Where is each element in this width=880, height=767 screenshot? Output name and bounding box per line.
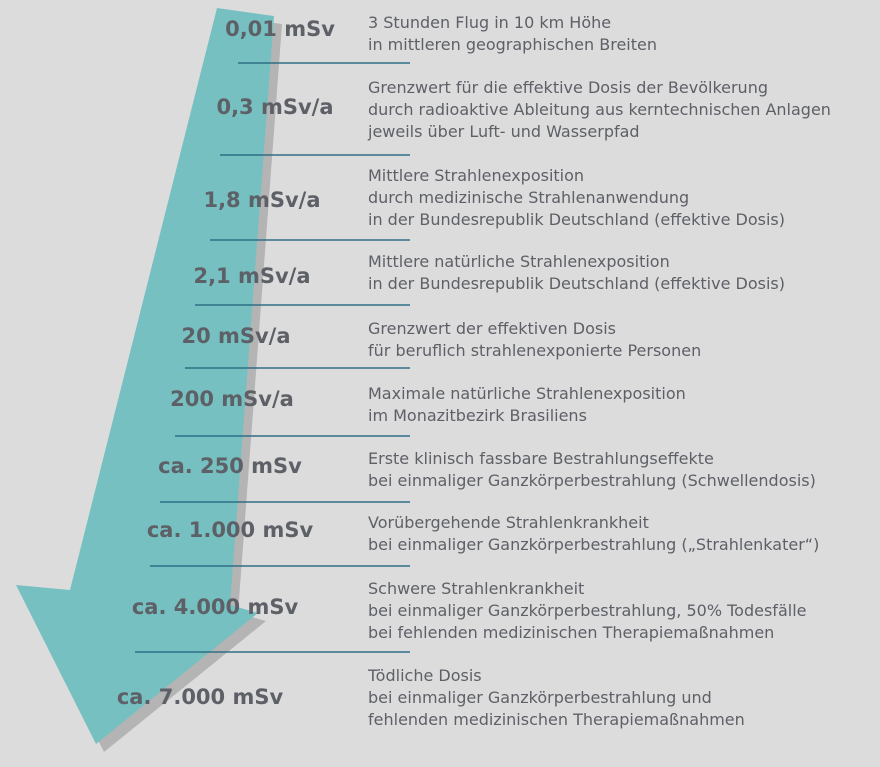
description-line: Mittlere natürliche Strahlenexposition (368, 252, 670, 271)
dose-description (368, 165, 873, 231)
description-line: Mittlere Strahlenexposition (368, 166, 585, 185)
description-line: bei einmaliger Ganzkörperbestrahlung und (368, 688, 712, 707)
dose-value: ca. 7.000 mSv (116, 685, 284, 709)
description-line: durch radioaktive Ableitung aus kerntechnischen Anlagen (368, 100, 831, 119)
dose-description (368, 383, 873, 427)
dose-description (368, 448, 873, 492)
dose-description (368, 251, 873, 295)
description-line: bei fehlenden medizinischen Therapiemaßnahmen (368, 623, 775, 642)
dose-value: ca. 4.000 mSv (131, 595, 299, 619)
description-line: jeweils über Luft- und Wasserpfad (368, 122, 640, 141)
description-line: in der Bundesrepublik Deutschland (effektive Dosis) (368, 274, 785, 293)
dose-value: 1,8 mSv/a (203, 188, 321, 212)
description-line: Schwere Strahlenkrankheit (368, 579, 585, 598)
description-line: für beruflich strahlenexponierte Personen (368, 341, 702, 360)
dose-value: ca. 250 mSv (158, 454, 302, 478)
dose-description (368, 12, 873, 56)
dose-description (368, 578, 873, 644)
description-line: Grenzwert der effektiven Dosis (368, 319, 616, 338)
description-line: Vorübergehende Strahlenkrankheit (368, 513, 649, 532)
dose-value: 200 mSv/a (170, 387, 294, 411)
dose-value: 0,3 mSv/a (216, 95, 334, 119)
dose-value: 20 mSv/a (181, 324, 291, 348)
description-line: Grenzwert für die effektive Dosis der Bevölkerung (368, 78, 768, 97)
description-line: Erste klinisch fassbare Bestrahlungseffekte (368, 449, 714, 468)
description-line: fehlenden medizinischen Therapiemaßnahmen (368, 710, 745, 729)
description-line: bei einmaliger Ganzkörperbestrahlung, 50% Todesfälle (368, 601, 807, 620)
description-line: Maximale natürliche Strahlenexposition (368, 384, 686, 403)
description-line: im Monazitbezirk Brasiliens (368, 406, 587, 425)
dose-description (368, 512, 873, 556)
dose-value: ca. 1.000 mSv (146, 518, 314, 542)
description-line: bei einmaliger Ganzkörperbestrahlung („Strahlenkater“) (368, 535, 820, 554)
description-line: durch medizinische Strahlenanwendung (368, 188, 690, 207)
description-line: in mittleren geographischen Breiten (368, 35, 657, 54)
dose-description (368, 318, 873, 362)
description-line: bei einmaliger Ganzkörperbestrahlung (Schwellendosis) (368, 471, 816, 490)
description-line: 3 Stunden Flug in 10 km Höhe (368, 13, 612, 32)
dose-description (368, 77, 873, 143)
description-line: in der Bundesrepublik Deutschland (effektive Dosis) (368, 210, 785, 229)
dose-description (368, 665, 873, 731)
description-line: Tödliche Dosis (368, 666, 482, 685)
dose-value: 2,1 mSv/a (193, 264, 311, 288)
dose-value: 0,01 mSv (225, 17, 335, 41)
